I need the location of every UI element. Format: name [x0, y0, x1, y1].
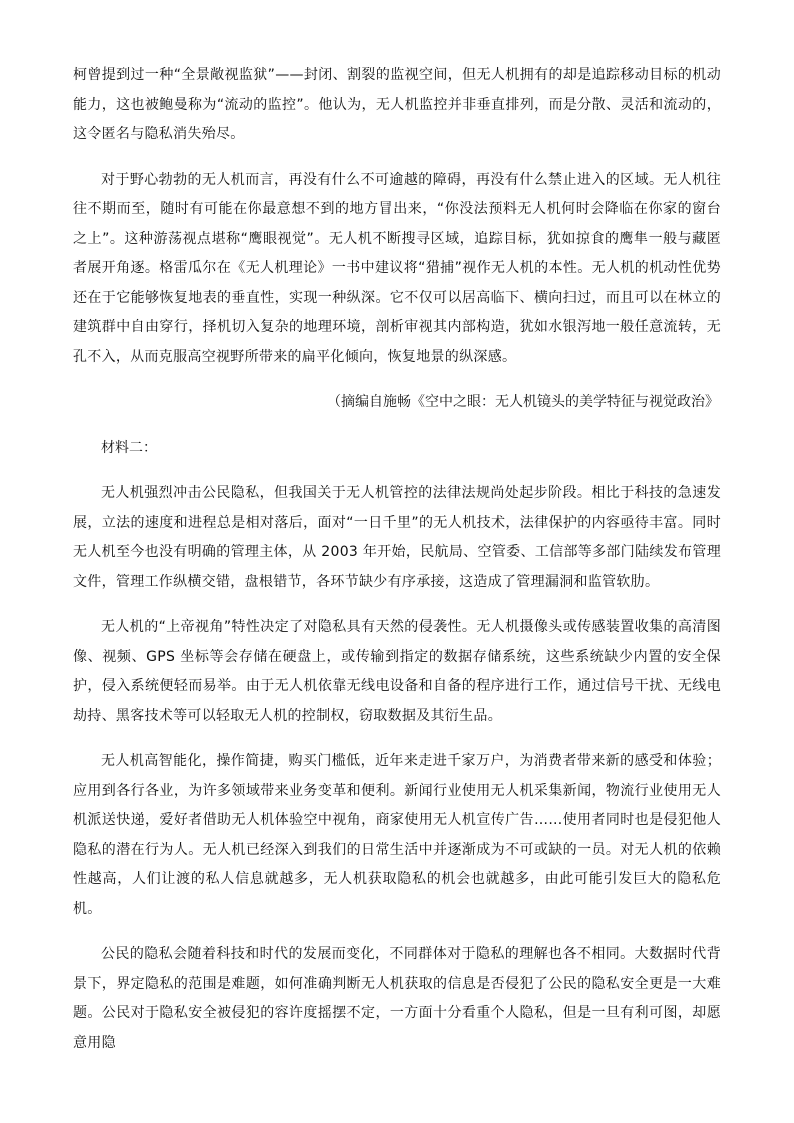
source-citation: （摘编自施畅《空中之眼：无人机镜头的美学特征与视觉政治》: [327, 394, 719, 410]
paragraph-drone-mobility: 对于野心勃勃的无人机而言，再没有什么不可逾越的障碍，再没有什么禁止进入的区域。无人机往往不期而至，随时有可能在你最意想不到的地方冒出来，“你没法预料无人机何时会降临在你家的窗台之上”。这种游荡视点堪称“鹰眼视觉”。无人机不断搜寻区域，追踪目标，犹如掠食的鹰隼一般与藏匿者展开角逐。格雷瓜尔在《无人机理论》一书中建议将“猎捕”视作无人机的本性。无人机的机动性优势还在于它能够恢复地表的垂直性，实现一种纵深。它不仅可以居高临下、横向扫过，而且可以在林立的建筑群中自由穿行，择机切入复杂的地理环境，剖析审视其内部构造，犹如水银泻地一般任意流转，无孔不入，从而克服高空视野所带来的扁平化倾向，恢复地景的纵深感。: [73, 171, 721, 365]
paragraph-legal-framework: 无人机强烈冲击公民隐私，但我国关于无人机管控的法律法规尚处起步阶段。相比于科技的急速发展，立法的速度和进程总是相对落后，面对“一日千里”的无人机技术，法律保护的内容亟待丰富。同时无人机至今也没有明确的管理主体，从 2003 年开始，民航局、空管委、工信部等多部门陆续发布管理文件，管理工作纵横交错，盘根错节，各环节缺少有序承接，这造成了管理漏洞和监管软肋。: [73, 485, 721, 590]
paragraph-god-view: 无人机的“上帝视角”特性决定了对隐私具有天然的侵袭性。无人机摄像头或传感装置收集的高清图像、视频、GPS 坐标等会存储在硬盘上，或传输到指定的数据存储系统，这些系统缺少内置的安全保护，侵入系统便轻而易举。由于无人机依靠无线电设备和自备的程序进行工作，通过信号干扰、无线电劫持、黑客技术等可以轻取无人机的控制权，窃取数据及其衍生品。: [73, 619, 721, 724]
paragraph-continuation: 柯曾提到过一种“全景敞视监狱”——封闭、割裂的监视空间，但无人机拥有的却是追踪移动目标的机动能力，这也被鲍曼称为“流动的监控”。他认为，无人机监控并非垂直排列，而是分散、灵活和流动的，这令匿名与隐私消失殆尽。: [73, 67, 721, 142]
section-label-material-two: 材料二：: [101, 439, 157, 456]
paragraph-privacy-definition: 公民的隐私会随着科技和时代的发展而变化，不同群体对于隐私的理解也各不相同。大数据时代背景下，界定隐私的范围是难题，如何准确判断无人机获取的信息是否侵犯了公民的隐私安全更是一大难题。公民对于隐私安全被侵犯的容许度摇摆不定，一方面十分看重个人隐私，但是一旦有利可图，却愿意用隐: [73, 946, 721, 1051]
paragraph-intelligence: 无人机高智能化，操作简捷，购买门槛低，近年来走进千家万户，为消费者带来新的感受和体验；应用到各行各业，为许多领域带来业务变革和便利。新闻行业使用无人机采集新闻，物流行业使用无人机派送快递，爱好者借助无人机体验空中视角，商家使用无人机宣传广告……使用者同时也是侵犯他人隐私的潜在行为人。无人机已经深入到我们的日常生活中并逐渐成为不可或缺的一员。对无人机的依赖性越高，人们让渡的私人信息就越多，无人机获取隐私的机会也就越多，由此可能引发巨大的隐私危机。: [73, 753, 721, 917]
document-page: [73, 61, 721, 1058]
